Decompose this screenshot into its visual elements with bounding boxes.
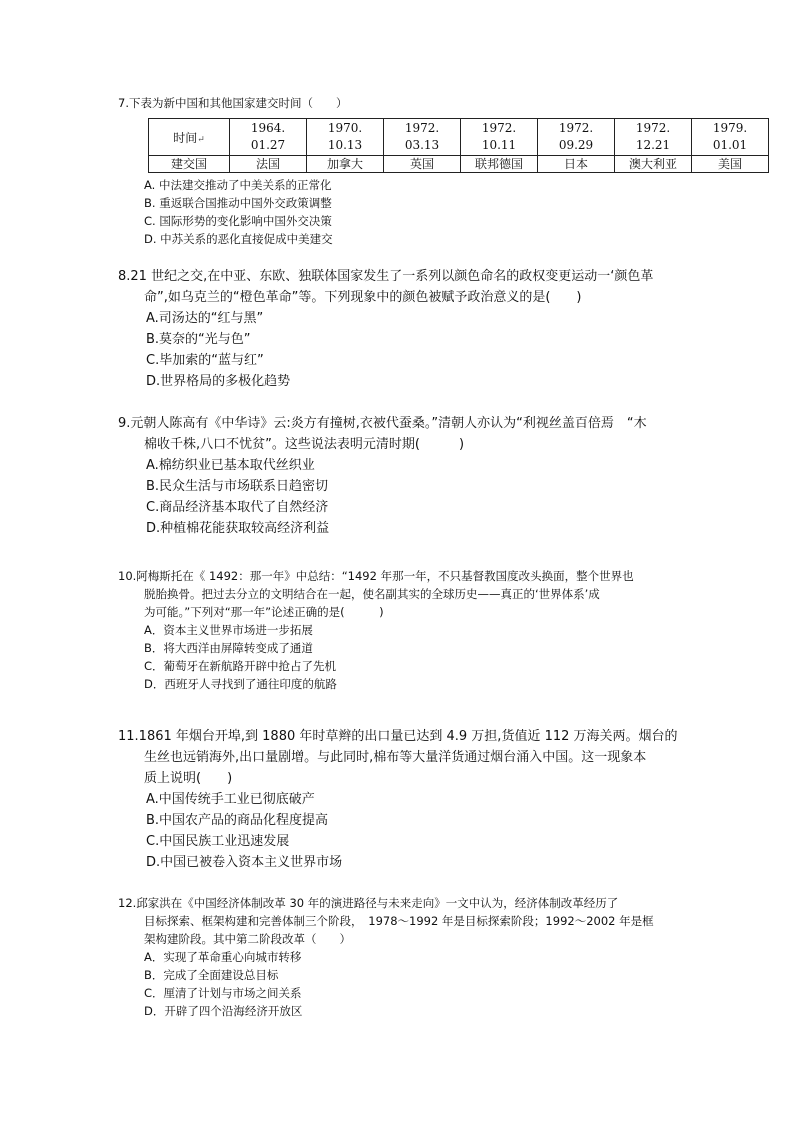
option-c[interactable]: C.商品经济基本取代了自然经济 [146, 500, 329, 515]
option-a[interactable]: A.棉纺织业已基本取代丝织业 [146, 458, 315, 473]
question-11-stem-cont: 生丝也远销海外,出口量剧增。与此同时,棉布等大量洋货通过烟台涌入中国。这一现象本 [144, 750, 647, 765]
option-c[interactable]: C.毕加索的“蓝与红” [146, 353, 264, 368]
option-c[interactable]: C. 国际形势的变化影响中国外交决策 [144, 214, 332, 228]
table-header-time: 时间↵ [149, 119, 230, 156]
table-cell-date: 1972. 09.29 [538, 119, 615, 156]
table-cell-country: 法国 [230, 156, 307, 173]
option-b[interactable]: B．完成了全面建设总目标 [144, 968, 279, 982]
question-7-options [118, 176, 718, 248]
option-c[interactable]: C.中国民族工业迅速发展 [146, 834, 290, 849]
question-10-stem-cont: 脱胎换骨。把过去分立的文明结合在一起，使名副其实的全球历史——真正的‘世界体系’成 [144, 587, 600, 601]
question-7 [118, 94, 718, 112]
table-cell-date: 1972. 03.13 [384, 119, 461, 156]
option-c[interactable]: C．厘清了计划与市场之间关系 [144, 986, 302, 1000]
table-row-time [149, 119, 769, 156]
option-a[interactable]: A.中国传统手工业已彻底破产 [146, 792, 315, 807]
table-cell-date: 1972. 10.11 [461, 119, 538, 156]
table-row-country [149, 156, 769, 173]
diplomacy-table [148, 118, 769, 173]
option-d[interactable]: D.种植棉花能获取较高经济利益 [146, 521, 330, 536]
option-a[interactable]: A．实现了革命重心向城市转移 [144, 950, 302, 964]
option-a[interactable]: A．资本主义世界市场进一步拓展 [144, 623, 313, 637]
question-12-stem: 12.邱家洪在《中国经济体制改革 30 年的演进路径与未来走向》一文中认为，经济体制改革经历了 [118, 896, 619, 910]
question-7-stem: 7.下表为新中国和其他国家建交时间（ ） [118, 96, 348, 110]
option-d[interactable]: D．开辟了四个沿海经济开放区 [144, 1004, 303, 1018]
question-11-stem: 11.1861 年烟台开埠,到 1880 年时草辫的出口量已达到 4.9 万担,货值近 112 万海关两。烟台的 [118, 729, 678, 744]
option-d[interactable]: D.中国已被卷入资本主义世界市场 [146, 855, 343, 870]
table-cell-date: 1979. 01.01 [692, 119, 769, 156]
option-b[interactable]: B．将大西洋由屏障转变成了通道 [144, 641, 313, 655]
table-cell-country: 联邦德国 [461, 156, 538, 173]
table-cell-country: 英国 [384, 156, 461, 173]
question-10 [118, 567, 718, 693]
table-cell-date: 1964. 01.27 [230, 119, 307, 156]
question-8 [118, 266, 718, 392]
question-12-stem-cont: 目标探索、框架构建和完善体制三个阶段， 1978～1992 年是目标探索阶段；1992～2002 年是框 [144, 914, 654, 928]
question-9 [118, 413, 718, 539]
question-11 [118, 726, 718, 873]
table-header-country: 建交国 [149, 156, 230, 173]
question-8-stem-cont: 命”,如乌克兰的“橙色革命”等。下列现象中的颜色被赋予政治意义的是( ) [144, 290, 582, 305]
question-10-stem-cont2: 为可能。”下列对“那一年”论述正确的是( ) [144, 605, 384, 619]
table-cell-country: 美国 [692, 156, 769, 173]
option-b[interactable]: B.莫奈的“光与色” [146, 332, 251, 347]
option-b[interactable]: B.中国农产品的商品化程度提高 [146, 813, 329, 828]
question-10-stem: 10.阿梅斯托在《 1492：那一年》中总结：“1492 年那一年，不只基督教国度改头换面，整个世界也 [118, 569, 634, 583]
table-cell-date: 1972. 12.21 [615, 119, 692, 156]
option-c[interactable]: C．葡萄牙在新航路开辟中抢占了先机 [144, 659, 337, 673]
question-9-stem-cont: 棉收千株,八口不忧贫”。这些说法表明元清时期( ) [144, 437, 465, 452]
option-a[interactable]: A. 中法建交推动了中美关系的正常化 [144, 178, 332, 192]
question-9-stem: 9.元朝人陈高有《中华诗》云:炎方有撞树,衣被代蚕桑。”清朝人亦认为“利视丝盖百倍焉 “木 [118, 416, 647, 431]
question-12 [118, 894, 718, 1020]
table-cell-date: 1970. 10.13 [307, 119, 384, 156]
question-12-stem-cont2: 架构建阶段。其中第二阶段改革（ ） [144, 932, 351, 946]
table-cell-country: 日本 [538, 156, 615, 173]
question-8-stem: 8.21 世纪之交,在中亚、东欧、独联体国家发生了一系列以颜色命名的政权变更运动一‘颜色革 [118, 269, 654, 284]
option-b[interactable]: B. 重返联合国推动中国外交政策调整 [144, 196, 332, 210]
option-a[interactable]: A.司汤达的“红与黑” [146, 311, 264, 326]
option-b[interactable]: B.民众生活与市场联系日趋密切 [146, 479, 329, 494]
option-d[interactable]: D. 中苏关系的恶化直接促成中美建交 [144, 232, 333, 246]
option-d[interactable]: D．西班牙人寻找到了通往印度的航路 [144, 677, 337, 691]
option-d[interactable]: D.世界格局的多极化趋势 [146, 374, 291, 389]
table-cell-country: 加拿大 [307, 156, 384, 173]
question-11-stem-cont2: 质上说明( ) [144, 771, 233, 786]
table-cell-country: 澳大利亚 [615, 156, 692, 173]
